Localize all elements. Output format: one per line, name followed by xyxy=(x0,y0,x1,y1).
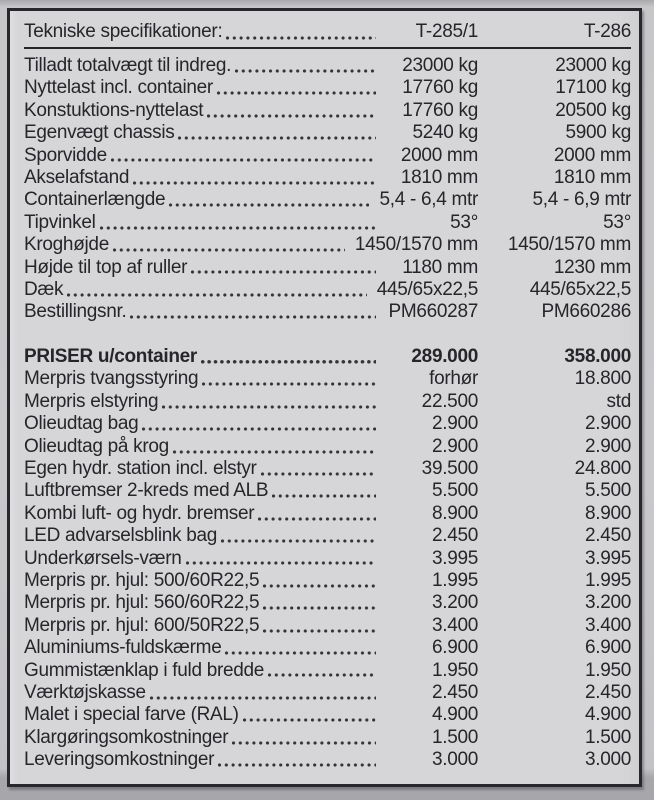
table-row xyxy=(24,279,631,301)
row-label: Luftbremser 2-kreds med ALB xyxy=(24,480,269,502)
row-value-t285-1: forhør xyxy=(429,368,478,390)
row-value-t285-1: 5.500 xyxy=(431,480,478,502)
table-row xyxy=(24,55,631,77)
row-value-t285-1: 3.400 xyxy=(431,614,478,636)
table-header-row xyxy=(24,21,631,49)
table-row xyxy=(24,391,631,413)
row-value-t286: 1810 mm xyxy=(553,166,631,188)
dot-leader xyxy=(202,382,376,386)
row-value-t286: 3.200 xyxy=(584,592,631,614)
table-row xyxy=(24,413,631,435)
row-value-t286: 2.450 xyxy=(584,681,631,703)
table-row xyxy=(24,525,631,547)
dot-leader xyxy=(218,763,376,767)
row-value-t285-1: 445/65x22,5 xyxy=(376,278,478,300)
row-label: Nyttelast incl. container xyxy=(24,77,213,99)
row-value-t286: PM660286 xyxy=(541,301,631,323)
row-label: Akselafstand xyxy=(24,166,130,188)
row-value-t286: 17100 kg xyxy=(555,77,631,99)
row-value-t286: 5.500 xyxy=(584,480,631,502)
row-value-t285-1: 5240 kg xyxy=(412,122,478,144)
row-value-t285-1: 6.900 xyxy=(431,637,478,659)
row-value-t286: 3.000 xyxy=(584,749,631,771)
dot-leader xyxy=(100,226,376,230)
row-value-t285-1: 8.900 xyxy=(431,502,478,524)
row-value-t285-1: 1.950 xyxy=(431,659,478,681)
row-label: Sporvidde xyxy=(24,144,107,166)
dot-leader xyxy=(272,494,376,498)
dot-leader xyxy=(243,718,376,722)
row-value-t285-1: 2.900 xyxy=(431,413,478,435)
table-row xyxy=(24,704,631,726)
table-row xyxy=(24,682,631,704)
row-label: Merpris pr. hjul: 560/60R22,5 xyxy=(24,592,260,614)
row-label: Gummistænklap i fuld bredde xyxy=(24,659,265,681)
table-row xyxy=(24,548,631,570)
row-label: Højde til top af ruller xyxy=(24,256,188,278)
dot-leader xyxy=(186,561,377,565)
dot-leader xyxy=(207,114,376,118)
row-value-t286: 1450/1570 mm xyxy=(507,234,631,256)
table-row xyxy=(24,503,631,525)
row-value-t286: 445/65x22,5 xyxy=(529,278,631,300)
row-value-t286: 24.800 xyxy=(574,458,631,480)
dot-leader xyxy=(263,606,376,610)
column-header-t285-1: T-285/1 xyxy=(415,21,478,42)
row-label: Dæk xyxy=(24,278,64,300)
row-value-t286: 2000 mm xyxy=(553,144,631,166)
row-value-t285-1: 1180 mm xyxy=(402,256,478,278)
price-total-t286: 358.000 xyxy=(564,346,631,368)
row-value-t286: 6.900 xyxy=(584,637,631,659)
row-value-t286: std xyxy=(606,390,631,412)
row-value-t285-1: 39.500 xyxy=(421,458,478,480)
price-rows xyxy=(24,368,631,771)
row-value-t285-1: 2.900 xyxy=(431,435,478,457)
prices-title: PRISER u/container xyxy=(24,346,198,368)
row-label: Olieudtag på krog xyxy=(24,435,169,457)
dot-leader xyxy=(225,651,376,655)
row-label: LED advarselsblink bag xyxy=(24,525,218,547)
dot-leader xyxy=(142,427,376,431)
row-label: Olieudtag bag xyxy=(24,413,139,435)
dot-leader xyxy=(150,696,376,700)
row-value-t285-1: 3.000 xyxy=(431,749,478,771)
price-total-t285-1: 289.000 xyxy=(411,346,478,368)
row-label: Merpris elstyring xyxy=(24,390,159,412)
dot-leader xyxy=(111,158,376,162)
row-value-t286: 2.450 xyxy=(584,525,631,547)
dot-leader xyxy=(226,36,376,40)
row-label: Egen hydr. station incl. elstyr xyxy=(24,458,257,480)
row-label: Egenvægt chassis xyxy=(24,122,175,144)
row-value-t286: 3.400 xyxy=(584,614,631,636)
row-value-t285-1: 1450/1570 mm xyxy=(354,234,478,256)
row-value-t285-1: 2.450 xyxy=(431,525,478,547)
row-value-t285-1: 5,4 - 6,4 mtr xyxy=(379,189,478,211)
row-value-t286: 2.900 xyxy=(584,413,631,435)
table-row xyxy=(24,637,631,659)
row-value-t285-1: 2000 mm xyxy=(400,144,478,166)
table-row xyxy=(24,458,631,480)
dot-leader xyxy=(67,293,366,297)
table-row xyxy=(24,660,631,682)
table-row xyxy=(24,122,631,144)
row-value-t285-1: 1.500 xyxy=(431,726,478,748)
dot-leader xyxy=(133,181,376,185)
row-label: Kroghøjde xyxy=(24,234,109,256)
row-label: Tipvinkel xyxy=(24,211,96,233)
row-value-t286: 5,4 - 6,9 mtr xyxy=(532,189,631,211)
dot-leader xyxy=(263,629,376,633)
spec-rows xyxy=(24,55,631,324)
row-label: Merpris tvangsstyring xyxy=(24,368,199,390)
row-value-t285-1: 2.450 xyxy=(431,681,478,703)
dot-leader xyxy=(217,91,376,95)
table-row xyxy=(24,615,631,637)
row-value-t285-1: 17760 kg xyxy=(402,77,478,99)
row-label: Containerlængde xyxy=(24,189,166,211)
row-label: Værktøjskasse xyxy=(24,681,146,703)
row-value-t286: 53° xyxy=(603,211,631,233)
row-value-t286: 5900 kg xyxy=(565,122,631,144)
table-row xyxy=(24,592,631,614)
table-row xyxy=(24,167,631,189)
row-value-t285-1: 53° xyxy=(450,211,478,233)
row-value-t285-1: PM660287 xyxy=(388,301,478,323)
table-row xyxy=(24,100,631,122)
table-row xyxy=(24,257,631,279)
dot-leader xyxy=(130,315,376,319)
dot-leader xyxy=(201,360,376,364)
row-label: Merpris pr. hjul: 600/50R22,5 xyxy=(24,614,260,636)
row-value-t285-1: 3.995 xyxy=(431,547,478,569)
row-value-t285-1: 22.500 xyxy=(421,390,478,412)
dot-leader xyxy=(232,741,376,745)
row-value-t286: 8.900 xyxy=(584,502,631,524)
row-value-t286: 18.800 xyxy=(574,368,631,390)
row-value-t286: 1.950 xyxy=(584,659,631,681)
row-label: Klargøringsomkostninger xyxy=(24,726,229,748)
row-label: Konstuktions-nyttelast xyxy=(24,99,204,121)
prices-header-row xyxy=(24,346,631,368)
table-row xyxy=(24,368,631,390)
row-value-t285-1: 4.900 xyxy=(431,704,478,726)
row-value-t286: 20500 kg xyxy=(555,99,631,121)
row-label: Bestillingsnr. xyxy=(24,301,127,323)
table-row xyxy=(24,301,631,323)
dot-leader xyxy=(191,270,376,274)
row-label: Malet i special farve (RAL) xyxy=(24,704,239,726)
dot-leader xyxy=(261,472,376,476)
row-value-t286: 1230 mm xyxy=(553,256,631,278)
table-row xyxy=(24,77,631,99)
row-label: Merpris pr. hjul: 500/60R22,5 xyxy=(24,569,260,591)
table-row xyxy=(24,189,631,211)
row-value-t286: 2.900 xyxy=(584,435,631,457)
row-label: Underkørsels-værn xyxy=(24,547,182,569)
row-label: Kombi luft- og hydr. bremser xyxy=(24,502,255,524)
row-value-t286: 4.900 xyxy=(584,704,631,726)
row-value-t286: 1.995 xyxy=(584,569,631,591)
row-label: Aluminiums-fuldskærme xyxy=(24,637,222,659)
row-value-t286: 23000 kg xyxy=(555,55,631,76)
dot-leader xyxy=(173,450,376,454)
row-label: Tilladt totalvægt til indreg. xyxy=(24,55,232,76)
table-row xyxy=(24,727,631,749)
row-value-t285-1: 1810 mm xyxy=(400,166,478,188)
column-header-t286: T-286 xyxy=(583,21,631,42)
dot-leader xyxy=(258,517,376,521)
row-value-t285-1: 23000 kg xyxy=(402,55,478,76)
dot-leader xyxy=(221,539,376,543)
table-row xyxy=(24,145,631,167)
dot-leader xyxy=(263,584,376,588)
spec-sheet xyxy=(7,8,642,787)
section-gap xyxy=(24,324,631,346)
table-row xyxy=(24,749,631,771)
dot-leader xyxy=(169,203,369,207)
dot-leader xyxy=(178,136,376,140)
table-row xyxy=(24,212,631,234)
row-value-t286: 1.500 xyxy=(584,726,631,748)
row-value-t285-1: 17760 kg xyxy=(402,99,478,121)
table-title: Tekniske specifikationer: xyxy=(24,21,223,42)
dot-leader xyxy=(113,248,345,252)
table-row xyxy=(24,570,631,592)
row-value-t285-1: 3.200 xyxy=(431,592,478,614)
dot-leader xyxy=(162,405,376,409)
row-value-t286: 3.995 xyxy=(584,547,631,569)
dot-leader xyxy=(268,673,376,677)
table-row xyxy=(24,436,631,458)
row-label: Leveringsomkostninger xyxy=(24,749,215,771)
table-row xyxy=(24,480,631,502)
table-row xyxy=(24,234,631,256)
row-value-t285-1: 1.995 xyxy=(431,569,478,591)
dot-leader xyxy=(235,69,376,73)
